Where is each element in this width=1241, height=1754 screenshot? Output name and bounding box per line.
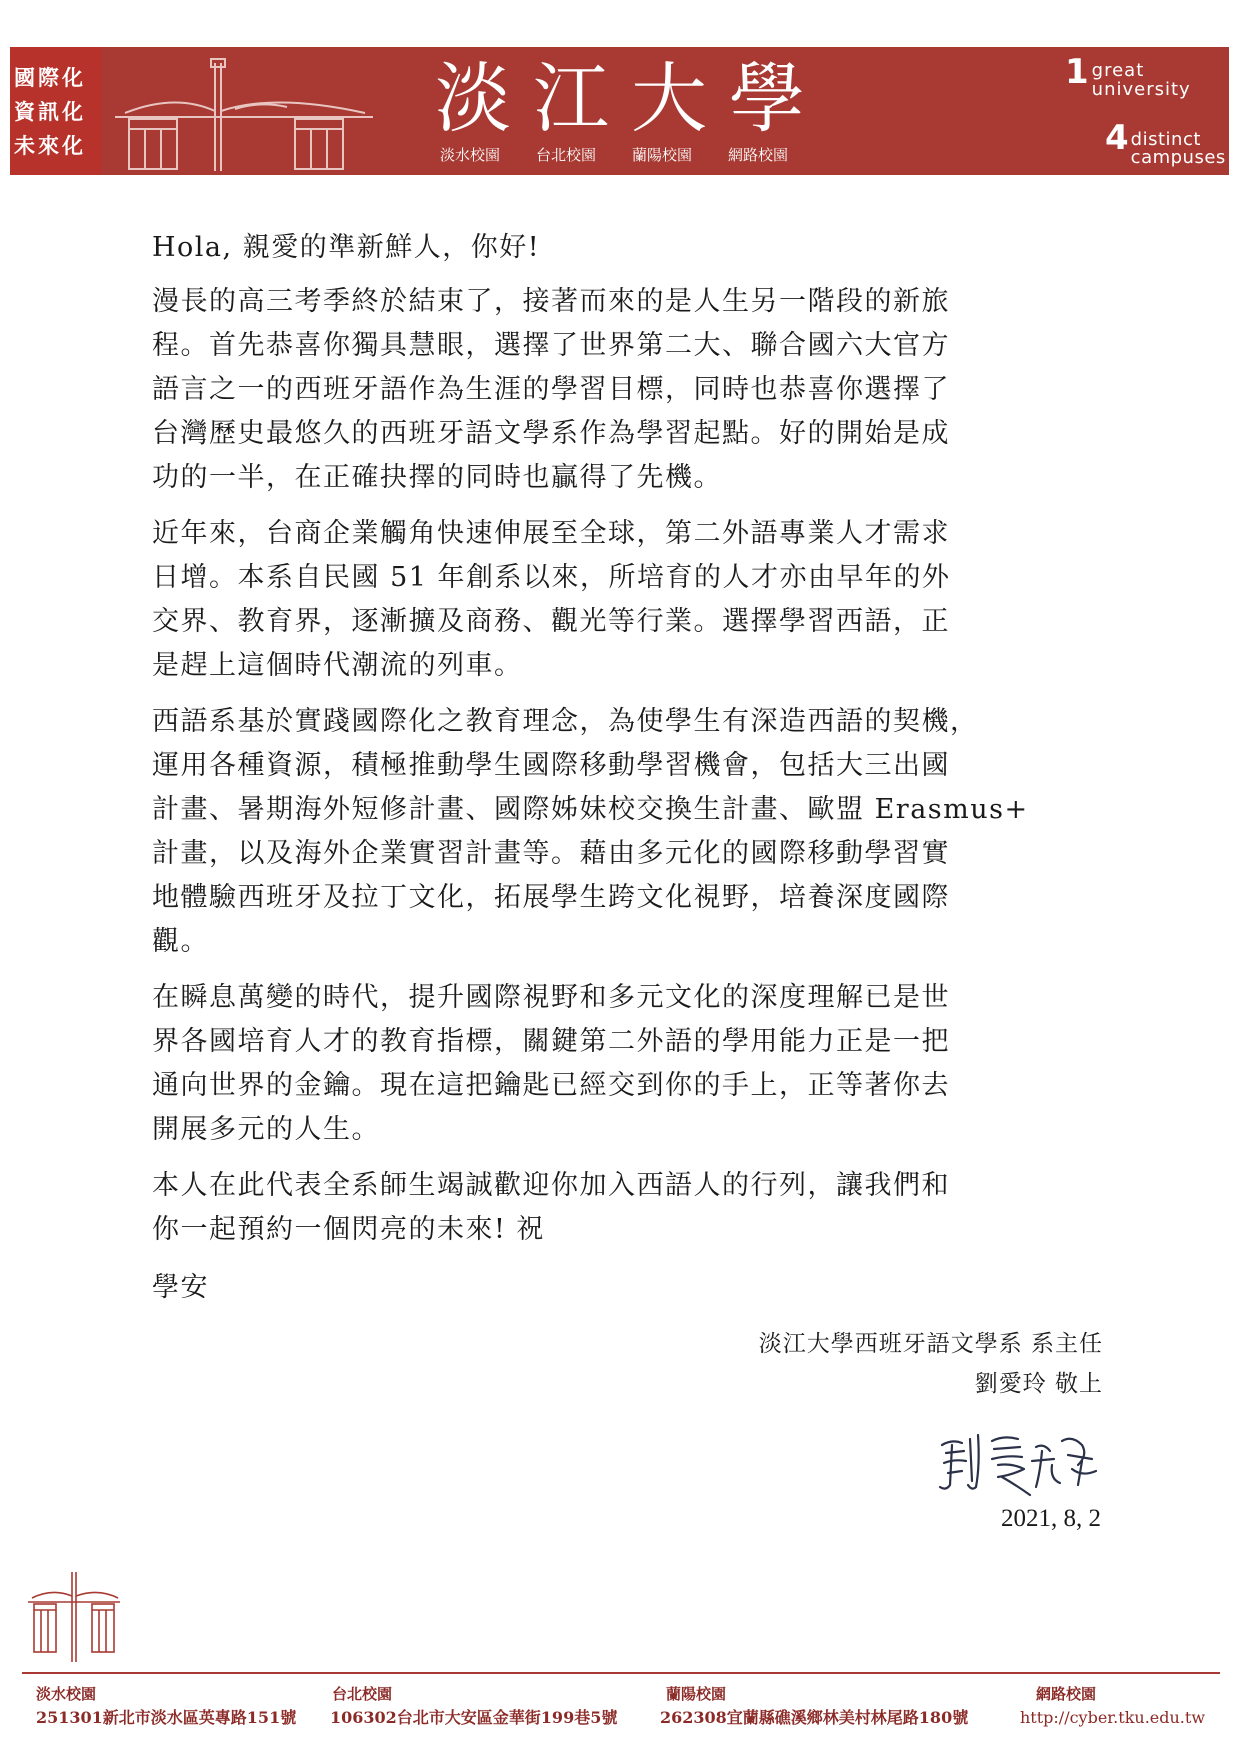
campus-list [440, 144, 860, 165]
campus-cyber: 網路校園 [728, 146, 789, 164]
motto-line-3: 未來化 [14, 133, 86, 158]
campus-gate-logo-icon [28, 1570, 120, 1662]
motto-line-2: 資訊化 [14, 99, 86, 124]
letter-body [152, 226, 1112, 1310]
handwritten-signature [932, 1425, 1102, 1505]
university-name: 淡江大學 [435, 54, 827, 143]
slogan-word-great: great [1091, 60, 1145, 81]
paragraph-line: 日增。本系自民國 51 年創系以來，所培育的人才亦由早年的外 [152, 562, 951, 593]
paragraph-line: 地體驗西班牙及拉丁文化，拓展學生跨文化視野，培養深度國際 [152, 882, 950, 913]
greeting: Hola, 親愛的準新鮮人，你好! [152, 232, 541, 263]
footer-campus-lanyang [660, 1682, 968, 1730]
slogan-number-2: 4 [1105, 118, 1129, 158]
paragraph-line: 計畫，以及海外企業實習計畫等。藉由多元化的國際移動學習實 [152, 838, 950, 869]
campus-taipei: 台北校園 [536, 146, 597, 164]
slogan-line-2 [1105, 118, 1226, 168]
paragraph-line: 近年來，台商企業觸角快速伸展至全球，第二外語專業人才需求 [152, 518, 950, 549]
paragraph-line: 是趕上這個時代潮流的列車。 [152, 650, 523, 681]
slogan-number-1: 1 [1065, 52, 1089, 92]
signoff [759, 1324, 1103, 1404]
campus-address: 251301新北市淡水區英專路151號 [36, 1708, 297, 1727]
campus-address: 262308宜蘭縣礁溪鄉林美村林尾路180號 [660, 1708, 969, 1727]
paragraph-4 [152, 976, 1112, 1152]
slogan-line-1 [1065, 52, 1191, 100]
paragraph-line: 通向世界的金鑰。現在這把鑰匙已經交到你的手上，正等著你去 [152, 1070, 950, 1101]
paragraph-line: 語言之一的西班牙語作為生涯的學習目標，同時也恭喜你選擇了 [152, 374, 950, 405]
paragraph-line: 觀。 [152, 926, 209, 957]
campus-name: 網路校園 [1036, 1685, 1097, 1703]
closing: 學安 [152, 1272, 209, 1303]
letter-date: 2021, 8, 2 [1001, 1505, 1101, 1532]
paragraph-line: 在瞬息萬變的時代，提升國際視野和多元文化的深度理解已是世 [152, 982, 950, 1013]
campus-gate-icon [115, 53, 375, 171]
cyber-campus-link[interactable]: http://cyber.tku.edu.tw [1020, 1708, 1206, 1727]
footer-divider [22, 1672, 1220, 1674]
header-banner [10, 47, 1229, 175]
campus-name: 淡水校園 [36, 1685, 97, 1703]
campus-tamsui: 淡水校園 [440, 146, 501, 164]
paragraph-line: 漫長的高三考季終於結束了，接著而來的是人生另一階段的新旅 [152, 286, 950, 317]
paragraph-1 [152, 280, 1112, 500]
paragraph-line: 本人在此代表全系師生竭誠歡迎你加入西語人的行列，讓我們和 [152, 1170, 950, 1201]
footer-campus-cyber [1020, 1682, 1205, 1730]
footer-campus-taipei [330, 1682, 617, 1730]
slogan [1045, 52, 1226, 171]
campus-name: 蘭陽校園 [666, 1685, 727, 1703]
motto-box [10, 47, 102, 175]
campus-lanyang: 蘭陽校園 [632, 146, 693, 164]
footer [30, 1682, 1230, 1742]
slogan-word-distinct: distinct [1130, 129, 1201, 150]
motto-line-1: 國際化 [14, 65, 86, 90]
paragraph-line: 你一起預約一個閃亮的未來! 祝 [152, 1214, 545, 1245]
paragraph-line: 功的一半，在正確抉擇的同時也贏得了先機。 [152, 462, 722, 493]
campus-address: 106302台北市大安區金華街199巷5號 [330, 1708, 618, 1727]
paragraph-line: 運用各種資源，積極推動學生國際移動學習機會，包括大三出國 [152, 750, 950, 781]
paragraph-line: 開展多元的人生。 [152, 1114, 380, 1145]
paragraph-line: 界各國培育人才的教育指標，關鍵第二外語的學用能力正是一把 [152, 1026, 950, 1057]
slogan-word-campuses: campuses [1130, 147, 1226, 168]
paragraph-line: 計畫、暑期海外短修計畫、國際姊妹校交換生計畫、歐盟 Erasmus+ [152, 794, 1029, 825]
footer-campus-tamsui [36, 1682, 296, 1730]
slogan-word-university: university [1091, 79, 1191, 100]
paragraph-3 [152, 700, 1112, 964]
paragraph-line: 程。首先恭喜你獨具慧眼，選擇了世界第二大、聯合國六大官方 [152, 330, 950, 361]
paragraph-line: 交界、教育界，逐漸擴及商務、觀光等行業。選擇學習西語，正 [152, 606, 950, 637]
paragraph-line: 西語系基於實踐國際化之教育理念，為使學生有深造西語的契機， [152, 706, 979, 737]
motto [14, 61, 98, 163]
paragraph-2 [152, 512, 1112, 688]
paragraph-line: 台灣歷史最悠久的西班牙語文學系作為學習起點。好的開始是成 [152, 418, 950, 449]
campus-name: 台北校園 [332, 1685, 393, 1703]
signoff-name: 劉愛玲 敬上 [974, 1371, 1103, 1397]
paragraph-5 [152, 1164, 1112, 1252]
signoff-title: 淡江大學西班牙語文學系 系主任 [758, 1331, 1103, 1357]
